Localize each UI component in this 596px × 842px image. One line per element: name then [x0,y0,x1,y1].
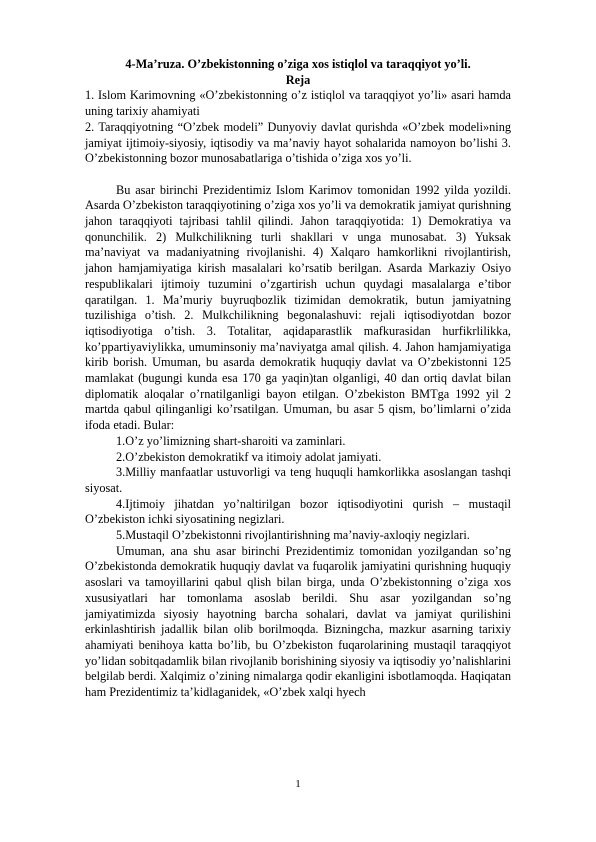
paragraph: 2.O’zbekiston demokratikf va itimoiy adolat jamiyati. [116,449,382,464]
document-content [85,57,511,701]
paragraph: 1.O’z yo’limizning shart-sharoiti va zaminlari. [116,433,346,448]
paragraph: Umuman, ana shu asar birinchi Prezidentimiz tomonidan yozilgandan so’ng O’zbekistonda demokratik huquqiy davlat va fuqarolik jamiyatini qurishning huquqiy asoslari va tamoyillarini qabul qlish bilan birga, unda O’zbekistonning o’ziga xos xususiyatlari har tomonlama asoslab berildi. Shu asar yozilgandan so’ng jamiyatimizda siyosiy hayotning barcha sohalari, davlat va jamiyat qurilishini erkinlashtirish jadallik bilan olib borilmoqda. Bizningcha, mazkur asarning tarixiy ahamiyati benihoya katta bo’lib, bu O’zbekiston fuqarolarining mustaqil taraqqiyot yo’lidan sobitqadamlik bilan rivojlanib borishining siyosiy va iqtisodiy yo’nalishlarini belgilab berdi. Xalqimiz o’zining nimalarga qodir ekanligini isbotlamoqda. Haqiqatan ham Prezidentimiz ta’kidlaganidek, «O’zbek xalqi hyech [85,543,511,700]
paragraph: 5.Mustaqil O’zbekistonni rivojlantirishning ma’naviy-axloqiy negizlari. [116,528,470,543]
plan-list [85,88,511,167]
paragraph: Bu asar birinchi Prezidentimiz Islom Karimov tomonidan 1992 yilda yozildi. Asarda O’zbekiston taraqqiyotining o’ziga xos yo’li va demokratik jamiyat qurishning jahon taraqqiyoti tajribasi tahlil qilindi. Jahon taraqqiyotida: 1) Demokratiya va qonunchilik. 2) Mulkchilikning turli shakllari v unga munosabat. 3) Yuksak ma’naviyat va madaniyatning rivojlanishi. 4) Xalqaro hamkorlikni rivojlantirish, jahon hamjamiyatiga kirish masalalari ko’rsatib berilgan. Asarda Markaziy Osiyo respublikalari ijtimoiy tuzumini o’zgartirish uchun quydagi masalalarga e’tibor qaratilgan. 1. Ma’muriy buyruqbozlik tizimidan demokratik, butun jamiyatning tuzilishiga o’tish. 2. Mulkchilikning begonalashuvi: rejali iqtisodiyotdan bozor iqtisodiyotiga o’tish. 3. Totalitar, aqidaparastlik mafkurasidan hurfikrlilikka, ko’ppartiyaviylikka, umuminsoniy ma’naviyatga amal qilish. 4. Jahon hamjamiyatiga kirib borish. Umuman, bu asarda demokratik huquqiy davlat va O’zbekistonni 125 mamlakat (bugungi kunda esa 170 ga yaqin)tan olganligi, 40 dan ortiq davlat bilan diplomatik aloqalar o’rnatilganligi bayon etilgan. O’zbekiston BMTga 1992 yil 2 martda qabul qilinganligi ko’rsatilgan. Umuman, bu asar 5 qism, bo’limlarni o’zida ifoda etadi. Bular: [85,182,511,433]
body-text [85,183,511,701]
paragraph: 4.Ijtimoiy jihatdan yo’naltirilgan bozor iqtisodiyotini qurish – mustaqil O’zbekiston ichki siyosatining negizlari. [85,496,511,527]
page-number: 1 [295,778,301,790]
blank-line [85,167,511,183]
plan-heading: Reja [285,72,311,87]
plan-item: 1. Islom Karimovning «O’zbekistonning o’z istiqlol va taraqqiyot yo’li» asari hamda uning tarixiy ahamiyati [85,88,511,119]
plan-item: 2. Taraqqiyotning “O’zbek modeli” Dunyoviy davlat qurishda «O’zbek modeli»ning jamiyat ijtimoiy-siyosiy, iqtisodiy va ma’naviy hayot sohalarida namoyon bo’lishi 3. O’zbekistonning bozor munosabatlariga o’tishida o’ziga xos yo’li. [85,119,511,166]
paragraph: 3.Milliy manfaatlar ustuvorligi va teng huquqli hamkorlikka asoslangan tashqi siyosat. [85,465,511,495]
lecture-title: 4-Ma’ruza. O’zbekistonning o’ziga xos istiqlol va taraqqiyot yo’li. [125,57,471,71]
